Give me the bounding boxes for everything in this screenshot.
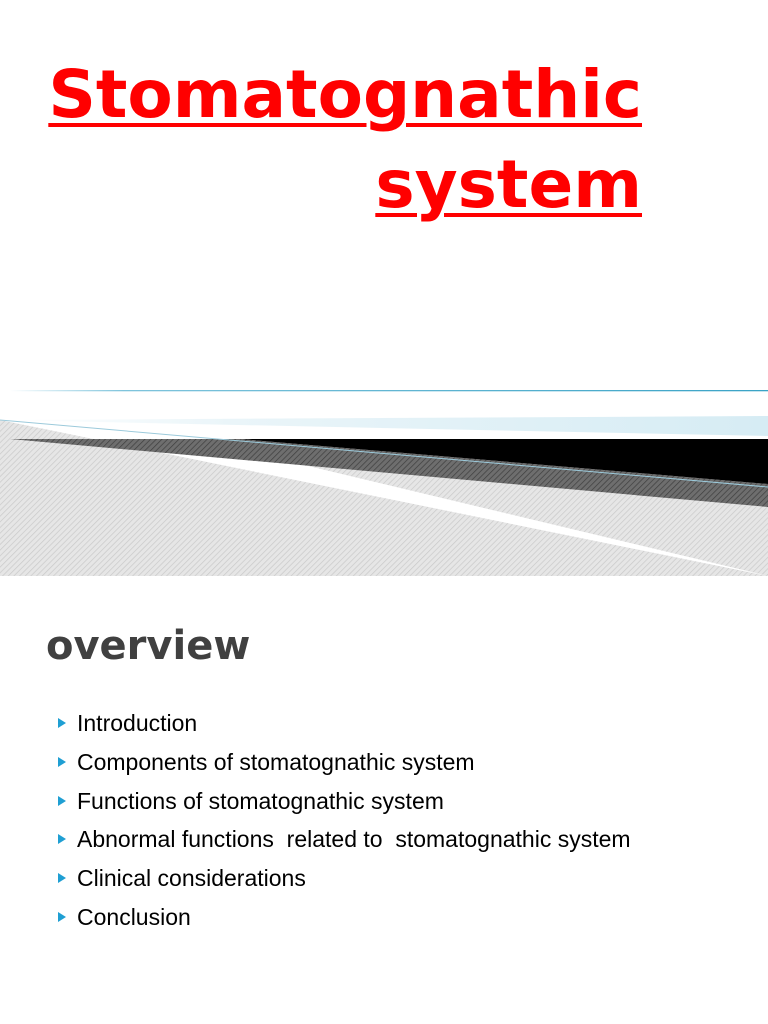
triangle-bullet-icon: [58, 718, 66, 728]
list-item-label: Functions of stomatognathic system: [77, 787, 444, 814]
overview-slide: [0, 576, 768, 1024]
list-item: [46, 782, 631, 821]
slide-title-line-1: Stomatognathic: [48, 56, 642, 133]
light-blue-wedge: [0, 416, 768, 436]
triangle-bullet-icon: [58, 873, 66, 883]
triangle-bullet-icon: [58, 912, 66, 922]
list-item-label: Clinical considerations: [77, 865, 306, 892]
list-item: [46, 898, 631, 937]
list-item-label: Conclusion: [77, 903, 191, 930]
list-item: [46, 859, 631, 898]
triangle-bullet-icon: [58, 834, 66, 844]
list-item: [46, 704, 631, 743]
thin-rule-line: [10, 390, 768, 391]
overview-heading: overview: [46, 623, 251, 669]
list-item-label: Introduction: [77, 710, 198, 736]
decorative-wedge-band: [0, 380, 768, 576]
list-item: [46, 820, 631, 859]
overview-bullet-list: [46, 704, 631, 937]
slide-title-line-2: system: [375, 146, 642, 223]
triangle-bullet-icon: [58, 796, 66, 806]
triangle-bullet-icon: [58, 757, 66, 767]
list-item-label: Components of stomatognathic system: [77, 748, 475, 775]
list-item-label: Abnormal functions related to stomatognathic system: [77, 826, 631, 853]
list-item: [46, 743, 631, 782]
